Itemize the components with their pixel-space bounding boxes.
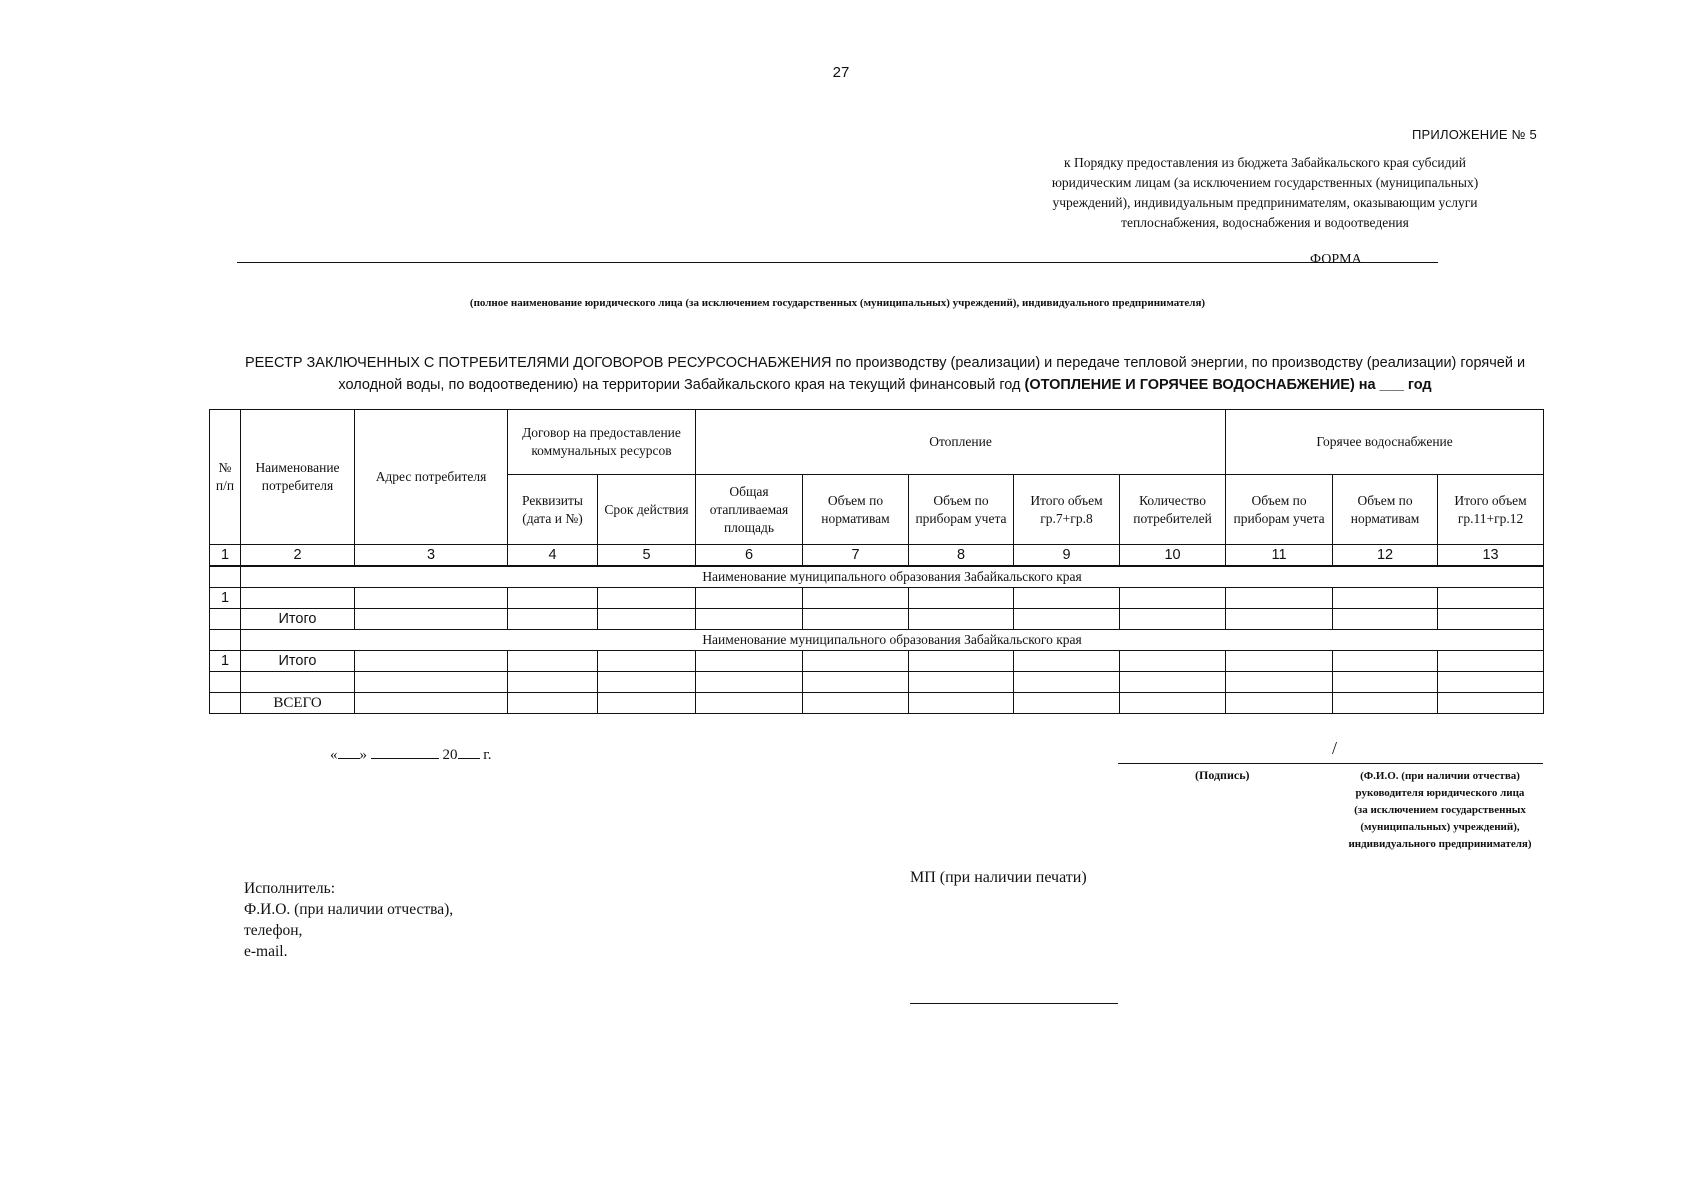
table-cell	[355, 693, 508, 714]
table-cell	[1120, 651, 1226, 672]
column-number: 9	[1014, 545, 1120, 567]
row-number: 1	[210, 588, 241, 609]
table-cell	[1333, 609, 1438, 630]
header-contract-group: Договор на предоставление коммунальных ресурсов	[508, 410, 696, 475]
header-consumer-address: Адрес потребителя	[355, 410, 508, 545]
header-consumer-name: Наименование потребителя	[241, 410, 355, 545]
table-cell	[1014, 693, 1120, 714]
table-cell	[1120, 693, 1226, 714]
table-cell	[241, 672, 355, 693]
registry-title	[200, 352, 1570, 396]
table-cell	[598, 651, 696, 672]
table-cell	[508, 588, 598, 609]
column-number: 10	[1120, 545, 1226, 567]
header-volume-meter: Объем по приборам учета	[909, 475, 1014, 545]
column-number: 7	[803, 545, 909, 567]
title-line-2-text: холодной воды, по водоотведению) на территории Забайкальского края на текущий финансовый год	[338, 377, 1025, 393]
table-cell	[1226, 588, 1333, 609]
column-number: 4	[508, 545, 598, 567]
page-number: 27	[832, 64, 850, 81]
stamp-label: МП (при наличии печати)	[910, 869, 1087, 886]
table-cell	[696, 672, 803, 693]
table-cell	[803, 693, 909, 714]
table-cell	[909, 588, 1014, 609]
column-number: 2	[241, 545, 355, 567]
executor-line: Ф.И.О. (при наличии отчества),	[244, 901, 454, 918]
executor-line: Исполнитель:	[244, 880, 336, 897]
column-number: 12	[1333, 545, 1438, 567]
table-cell	[803, 672, 909, 693]
table-cell	[1333, 672, 1438, 693]
month-blank	[371, 744, 439, 759]
signature-slash: /	[1332, 738, 1338, 758]
head-caption-line: руководителя юридического лица	[1355, 787, 1525, 799]
table-cell	[355, 588, 508, 609]
head-caption-line: индивидуального предпринимателя)	[1348, 838, 1532, 850]
table-cell	[598, 693, 696, 714]
table-cell	[696, 609, 803, 630]
municipality-label: Наименование муниципального образования Забайкальского края	[241, 630, 1544, 651]
header-contract-details: Реквизиты (дата и №)	[508, 475, 598, 545]
subtotal-row	[210, 651, 1544, 672]
head-caption-line: (за исключением государственных	[1354, 804, 1526, 816]
municipality-row	[210, 630, 1544, 651]
day-blank	[338, 744, 360, 759]
head-caption-line: (муниципальных) учреждений),	[1360, 821, 1520, 833]
table-cell	[1014, 588, 1120, 609]
title-line-2-bold: (ОТОПЛЕНИЕ И ГОРЯЧЕЕ ВОДОСНАБЖЕНИЕ) на ___ год	[1024, 377, 1432, 393]
title-line-1: РЕЕСТР ЗАКЛЮЧЕННЫХ С ПОТРЕБИТЕЛЯМИ ДОГОВОРОВ РЕСУРСОСНАБЖЕНИЯ по производству (реализации) и передаче тепловой энергии, по производству (реализации) горячей и	[244, 355, 1526, 371]
table-cell	[1014, 609, 1120, 630]
grand-total-row	[210, 693, 1544, 714]
subtotal-label: Итого	[241, 651, 355, 672]
org-name-caption: (полное наименование юридического лица (за исключением государственных (муниципальных) учреждений), индивидуального предпринимателя)	[469, 297, 1206, 309]
column-number: 13	[1438, 545, 1544, 567]
table-cell	[1120, 609, 1226, 630]
table-cell	[598, 609, 696, 630]
table-cell	[696, 693, 803, 714]
table-cell	[508, 609, 598, 630]
head-name-caption	[1325, 768, 1555, 853]
table-cell	[1226, 651, 1333, 672]
header-heating-group: Отопление	[696, 410, 1226, 475]
table-cell	[210, 566, 241, 588]
table-cell	[803, 651, 909, 672]
header-consumer-count: Количество потребителей	[1120, 475, 1226, 545]
table-cell	[1226, 693, 1333, 714]
table-cell	[1226, 672, 1333, 693]
municipality-row	[210, 566, 1544, 588]
table-cell	[1438, 588, 1544, 609]
org-name-line	[237, 262, 1438, 263]
table-row	[210, 672, 1544, 693]
table-cell	[1438, 693, 1544, 714]
title-line-2	[200, 374, 1570, 396]
stamp-signature-line	[910, 1003, 1118, 1004]
executor-block	[244, 878, 453, 962]
table-cell	[1438, 651, 1544, 672]
table-cell	[210, 693, 241, 714]
table-cell	[210, 672, 241, 693]
appendix-line: к Порядку предоставления из бюджета Забайкальского края субсидий	[1064, 155, 1466, 170]
table-cell	[355, 651, 508, 672]
column-numbers-row	[210, 545, 1544, 567]
table-cell	[598, 588, 696, 609]
column-number: 8	[909, 545, 1014, 567]
table-cell	[803, 588, 909, 609]
header-no: № п/п	[210, 410, 241, 545]
registry-table	[209, 409, 1544, 714]
table-cell	[598, 672, 696, 693]
row-number: 1	[210, 651, 241, 672]
table-cell	[508, 651, 598, 672]
header-contract-term: Срок действия	[598, 475, 696, 545]
subtotal-label: Итого	[241, 609, 355, 630]
column-number: 6	[696, 545, 803, 567]
table-cell	[1333, 693, 1438, 714]
signature-caption: (Подпись)	[1195, 768, 1250, 782]
grand-total-label: ВСЕГО	[241, 693, 355, 714]
appendix-text	[1020, 153, 1510, 233]
table-cell	[355, 609, 508, 630]
executor-line: e-mail.	[244, 943, 288, 960]
executor-line: телефон,	[244, 922, 303, 939]
column-number: 3	[355, 545, 508, 567]
header-volume-norm: Объем по нормативам	[803, 475, 909, 545]
table-cell	[241, 588, 355, 609]
table-cell	[1014, 672, 1120, 693]
form-label: ФОРМА	[1310, 252, 1362, 267]
table-cell	[355, 672, 508, 693]
table-cell	[1226, 609, 1333, 630]
header-heated-area: Общая отапливаемая площадь	[696, 475, 803, 545]
table-row	[210, 588, 1544, 609]
table-cell	[1014, 651, 1120, 672]
table-cell	[210, 630, 241, 651]
table-cell	[909, 672, 1014, 693]
header-hw-volume-meter: Объем по приборам учета	[1226, 475, 1333, 545]
header-hw-volume-norm: Объем по нормативам	[1333, 475, 1438, 545]
date-suffix: г.	[483, 747, 492, 763]
appendix-line: учреждений), индивидуальным предпринимателям, оказывающим услуги	[1052, 195, 1478, 210]
column-number: 5	[598, 545, 696, 567]
table-cell	[696, 588, 803, 609]
header-total-heating: Итого объем гр.7+гр.8	[1014, 475, 1120, 545]
column-number: 1	[210, 545, 241, 567]
subtotal-row	[210, 609, 1544, 630]
table-cell	[508, 672, 598, 693]
table-cell	[1333, 651, 1438, 672]
date-line	[330, 744, 491, 764]
signature-line	[1118, 763, 1543, 764]
municipality-label: Наименование муниципального образования Забайкальского края	[241, 566, 1544, 588]
date-quote-close: »	[359, 747, 367, 763]
table-cell	[803, 609, 909, 630]
table-cell	[909, 651, 1014, 672]
head-caption-line: (Ф.И.О. (при наличии отчества)	[1360, 770, 1520, 782]
table-cell	[1438, 672, 1544, 693]
column-number: 11	[1226, 545, 1333, 567]
table-cell	[210, 609, 241, 630]
appendix-line: теплоснабжения, водоснабжения и водоотведения	[1121, 215, 1409, 230]
table-cell	[696, 651, 803, 672]
header-hot-water-group: Горячее водоснабжение	[1226, 410, 1544, 475]
appendix-line: юридическим лицам (за исключением государственных (муниципальных)	[1051, 175, 1479, 190]
table-cell	[909, 693, 1014, 714]
date-quote-open: «	[330, 747, 338, 763]
table-cell	[909, 609, 1014, 630]
year-blank	[458, 744, 480, 759]
table-cell	[508, 693, 598, 714]
date-year: 20	[442, 747, 458, 763]
table-cell	[1120, 672, 1226, 693]
table-cell	[1120, 588, 1226, 609]
table-cell	[1438, 609, 1544, 630]
appendix-label: ПРИЛОЖЕНИЕ № 5	[1412, 127, 1537, 142]
table-cell	[1333, 588, 1438, 609]
header-hw-total: Итого объем гр.11+гр.12	[1438, 475, 1544, 545]
